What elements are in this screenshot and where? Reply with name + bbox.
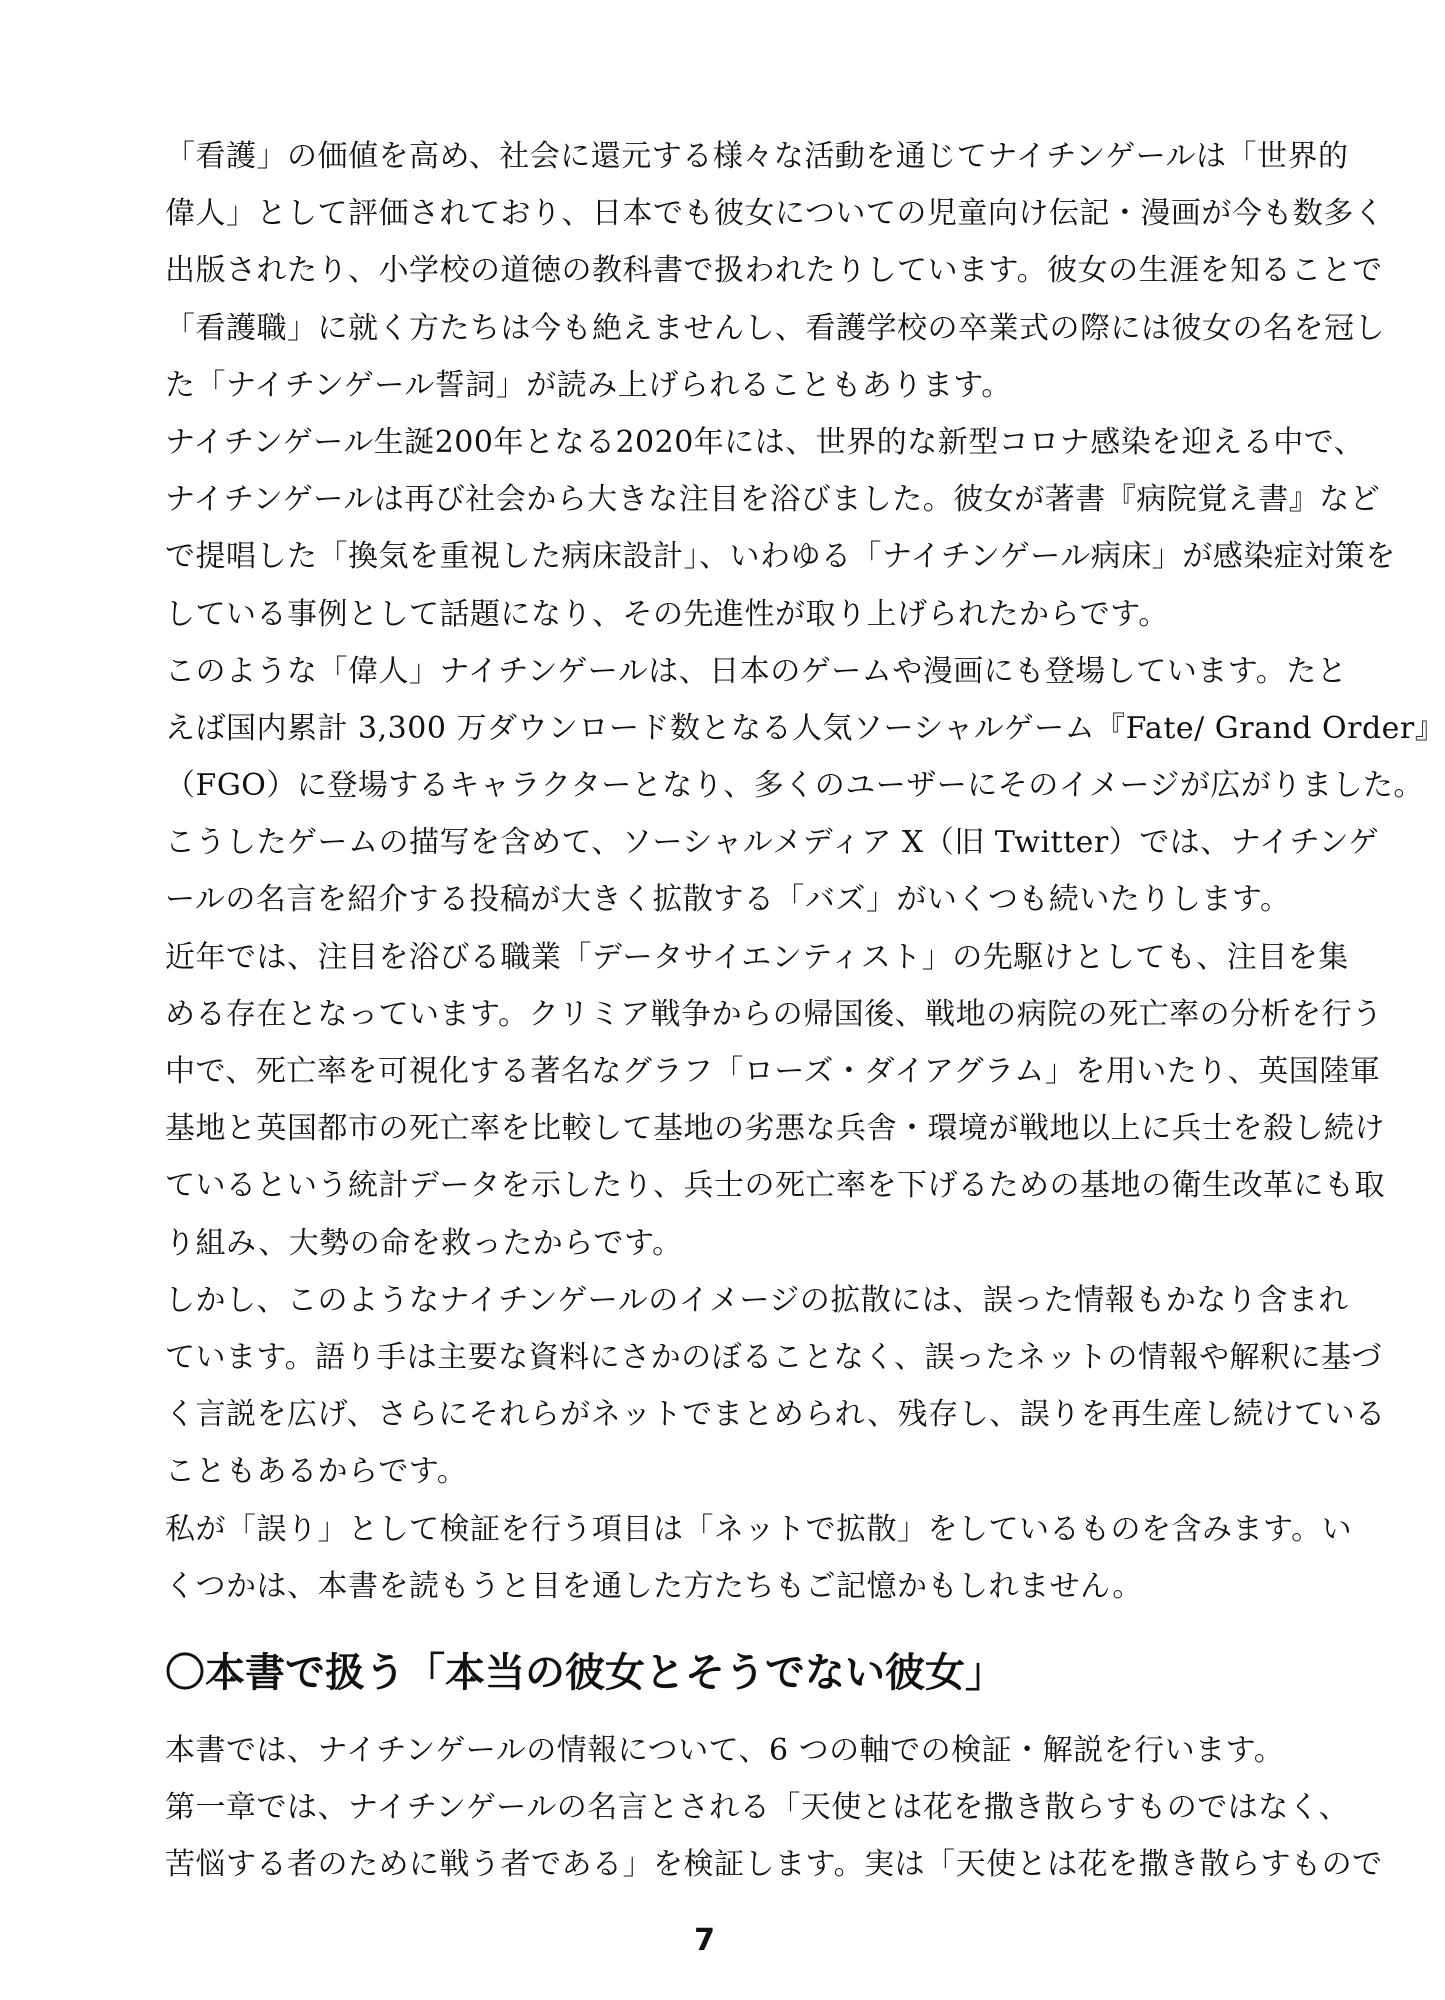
text-line: 近年では、注目を浴びる職業「データサイエンティスト」の先駆けとしても、注目を集 — [165, 939, 1349, 975]
text-line: く言説を広げ、さらにそれらがネットでまとめられ、残存し、誤りを再生産し続けている — [165, 1397, 1386, 1433]
text-line: 偉人」として評価されており、日本でも彼女についての児童向け伝記・漫画が今も数多く — [165, 196, 1385, 232]
paragraph — [165, 814, 1380, 928]
section-body-text — [165, 1722, 1383, 1894]
text-line: している事例として話題になり、その先進性が取り上げられたからです。 — [165, 596, 1169, 632]
paragraph — [165, 643, 1445, 815]
text-line: 中で、死亡率を可視化する著名なグラフ「ローズ・ダイアグラム」を用いたり、英国陸軍 — [165, 1054, 1381, 1089]
paragraph — [165, 1779, 1383, 1893]
text-line: このような「偉人」ナイチンゲールは、日本のゲームや漫画にも登場しています。たと — [165, 653, 1348, 689]
text-line: 私が「誤り」として検証を行う項目は「ネットで拡散」をしているものを含みます。い — [165, 1511, 1353, 1547]
paragraph — [165, 1722, 1285, 1779]
text-line: 本書では、ナイチンゲールの情報について、6 つの軸での検証・解説を行います。 — [165, 1733, 1285, 1768]
paragraph — [165, 1272, 1386, 1501]
text-line: ています。語り手は主要な資料にさかのぼることなく、誤ったネットの情報や解釈に基づ — [165, 1339, 1382, 1375]
text-line: 基地と英国都市の死亡率を比較して基地の劣悪な兵舎・環境が戦地以上に兵士を殺し続け — [165, 1111, 1385, 1147]
text-line: で提唱した「換気を重視した病床設計」、いわゆる「ナイチンゲール病床」が感染症対策を — [165, 539, 1396, 575]
text-line: 「看護」の価値を高め、社会に還元する様々な活動を通じてナイチンゲールは「世界的 — [165, 139, 1349, 174]
body-text — [165, 128, 1445, 1615]
page-number: 7 — [694, 1923, 715, 1958]
text-line: た「ナイチンゲール誓詞」が読み上げられることもあります。 — [165, 367, 1012, 403]
text-line: えば国内累計 3,300 万ダウンロード数となる人気ソーシャルゲーム『Fate/ Grand Order』 — [165, 710, 1445, 746]
paragraph — [165, 1501, 1353, 1615]
text-line: 苦悩する者のために戦う者である」を検証します。実は「天使とは花を撒き散らすもので — [165, 1847, 1383, 1883]
text-line: こともあるからです。 — [165, 1454, 468, 1490]
text-line: 出版されたり、小学校の道徳の教科書で扱われたりしています。彼女の生涯を知ることで — [165, 253, 1383, 289]
text-line: ナイチンゲールは再び社会から大きな注目を浴びました。彼女が著書『病院覚え書』など — [165, 482, 1381, 518]
text-line: 第一章では、ナイチンゲールの名言とされる「天使とは花を撒き散らすものではなく、 — [165, 1790, 1350, 1826]
text-line: ナイチンゲール生誕200年となる2020年には、世界的な新型コロナ感染を迎える中で、 — [165, 424, 1365, 460]
text-line: り組み、大勢の命を救ったからです。 — [165, 1225, 683, 1261]
section-heading: 〇本書で扱う「本当の彼女とそうでない彼女」 — [165, 1650, 1005, 1696]
text-line: くつかは、本書を読もうと目を通した方たちもご記憶かもしれません。 — [165, 1568, 1143, 1604]
paragraph — [165, 929, 1385, 1272]
text-line: しかし、このようなナイチンゲールのイメージの拡散には、誤った情報もかなり含まれ — [165, 1282, 1349, 1318]
text-line: 「看護職」に就く方たちは今も絶えませんし、看護学校の卒業式の際には彼女の名を冠し — [165, 310, 1385, 346]
text-line: ているという統計データを示したり、兵士の死亡率を下げるための基地の衛生改革にも取 — [165, 1168, 1385, 1204]
text-line: （FGO）に登場するキャラクターとなり、多くのユーザーにそのイメージが広がりました。 — [165, 768, 1424, 804]
paragraph — [165, 414, 1396, 643]
text-line: こうしたゲームの描写を含めて、ソーシャルメディア X（旧 Twitter）では、ナイチンゲ — [165, 825, 1380, 861]
text-line: ールの名言を紹介する投稿が大きく拡散する「バズ」がいくつも続いたりします。 — [165, 882, 1291, 918]
text-line: める存在となっています。クリミア戦争からの帰国後、戦地の病院の死亡率の分析を行う — [165, 996, 1383, 1032]
paragraph — [165, 128, 1385, 414]
